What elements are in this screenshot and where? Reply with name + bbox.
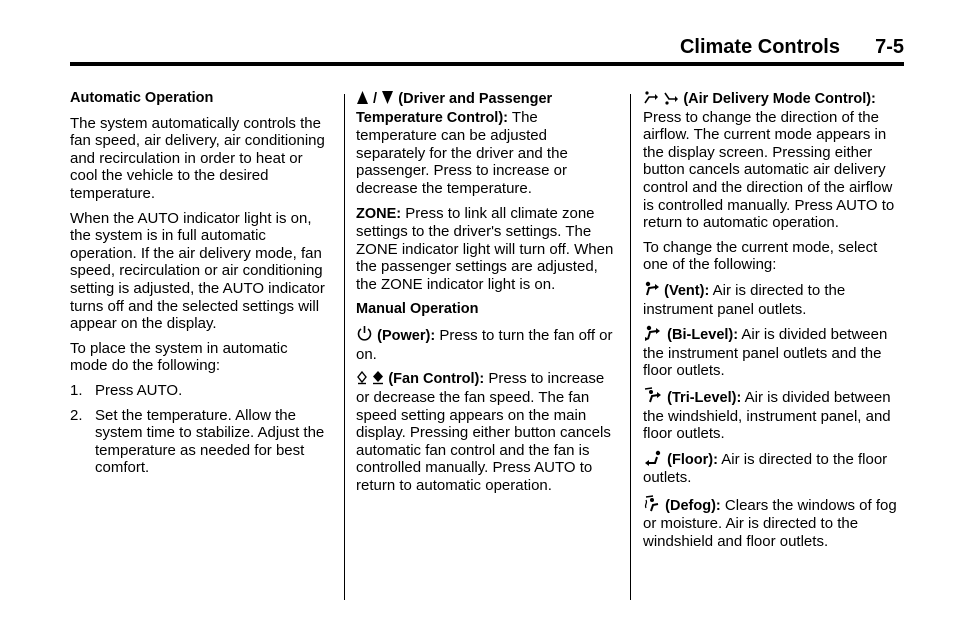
list-item [70, 407, 326, 477]
fan-control-entry [356, 370, 618, 494]
tri-level-label: (Tri-Level): [667, 389, 742, 406]
zone-label: ZONE: [356, 205, 402, 222]
column-divider-1 [344, 94, 345, 600]
floor-icon [643, 450, 663, 466]
temperature-control-text: The temperature can be adjusted separately for the driver and the passenger. Press to increase or decrease the temperature. [356, 108, 568, 197]
automatic-operation-heading: Automatic Operation [70, 90, 214, 106]
defog-entry [643, 494, 905, 551]
zone-text: Press to link all climate zone settings to the driver's settings. The ZONE indicator light will turn off. When the passenger settings are adjusted, the ZONE indicator light is on. [356, 204, 614, 293]
manual-operation-heading: Manual Operation [356, 300, 479, 317]
zone-entry [356, 205, 618, 294]
floor-label: (Floor): [667, 451, 718, 468]
vent-label: (Vent): [664, 282, 710, 299]
bi-level-label: (Bi-Level): [667, 327, 739, 344]
temp-separator: / [369, 91, 382, 107]
page-number: 7-5 [875, 36, 904, 58]
vent-entry [643, 281, 905, 318]
temperature-control-label: (Driver and Passenger Temperature Control): [356, 91, 553, 126]
air-delivery-mode-text: Press to change the direction of the airflow. The current mode appears in the display screen. Pressing either button cancels automatic air delivery control and the direction of the airflow is controlled manually. Press AUTO to return to automatic operation. [643, 108, 895, 232]
page-header [70, 36, 904, 64]
change-mode-intro: To change the current mode, select one of the following: [643, 238, 878, 274]
tri-level-entry [643, 387, 905, 443]
mode-up-icon [643, 90, 659, 105]
section-title: Climate Controls [679, 36, 840, 58]
paragraph-auto-steps-intro: To place the system in automatic mode do the following: [70, 339, 288, 375]
paragraph-auto-indicator: When the AUTO indicator light is on, the system is in full automatic operation. If the air delivery mode, fan speed, recirculation or air conditioning setting is adjusted, the AUTO indicator turns off and the selected settings will appear on the display. [70, 209, 325, 333]
list-item [70, 382, 326, 400]
list-text: Press AUTO. [95, 381, 183, 399]
temperature-up-icon [356, 90, 369, 105]
bi-level-text: Air is divided between the instrument panel outlets and the floor outlets. [643, 326, 888, 380]
floor-entry [643, 450, 905, 487]
bi-level-entry [643, 325, 905, 380]
defog-text: Clears the windows of fog or moisture. Air is directed to the windshield and floor outlets. [643, 496, 897, 551]
tri-level-icon [643, 387, 663, 404]
vent-icon [643, 281, 660, 297]
power-label: (Power): [377, 328, 436, 345]
tri-level-text: Air is divided between the windshield, instrument panel, and floor outlets. [643, 388, 891, 443]
list-text: Set the temperature. Allow the system time to stabilize. Adjust the temperature as needed for best comfort. [95, 406, 325, 477]
temperature-control-entry [356, 90, 618, 198]
column-1 [70, 90, 326, 484]
fan-decrease-icon [356, 370, 368, 385]
paragraph-auto-intro: The system automatically controls the fan speed, air delivery, air conditioning and recirculation in order to heat or cool the vehicle to the desired temperature. [70, 114, 325, 202]
defog-icon [643, 494, 661, 512]
column-3 [643, 90, 905, 558]
mode-down-icon [663, 90, 679, 105]
list-number: 2. [70, 406, 83, 424]
power-text: Press to turn the fan off or on. [356, 327, 613, 363]
column-2 [356, 90, 618, 501]
fan-control-text: Press to increase or decrease the fan speed. The fan speed setting appears on the main display. Pressing either button cancels automatic fan control and the fan is controlled manually. Press AUTO to return to automatic operation. [356, 370, 611, 494]
list-number: 1. [70, 381, 83, 399]
power-entry [356, 325, 618, 363]
column-divider-2 [630, 94, 631, 600]
power-icon [356, 325, 373, 342]
fan-increase-icon [372, 370, 384, 385]
air-delivery-mode-entry [643, 90, 905, 232]
bi-level-icon [643, 325, 663, 341]
fan-control-label: (Fan Control): [388, 371, 485, 388]
auto-steps-list [70, 382, 326, 477]
vent-text: Air is directed to the instrument panel outlets. [643, 281, 846, 318]
defog-label: (Defog): [665, 497, 721, 514]
header-rule [70, 62, 904, 66]
air-delivery-mode-label: (Air Delivery Mode Control): [683, 91, 876, 107]
floor-text: Air is directed to the floor outlets. [643, 450, 888, 487]
temperature-down-icon [381, 90, 394, 105]
